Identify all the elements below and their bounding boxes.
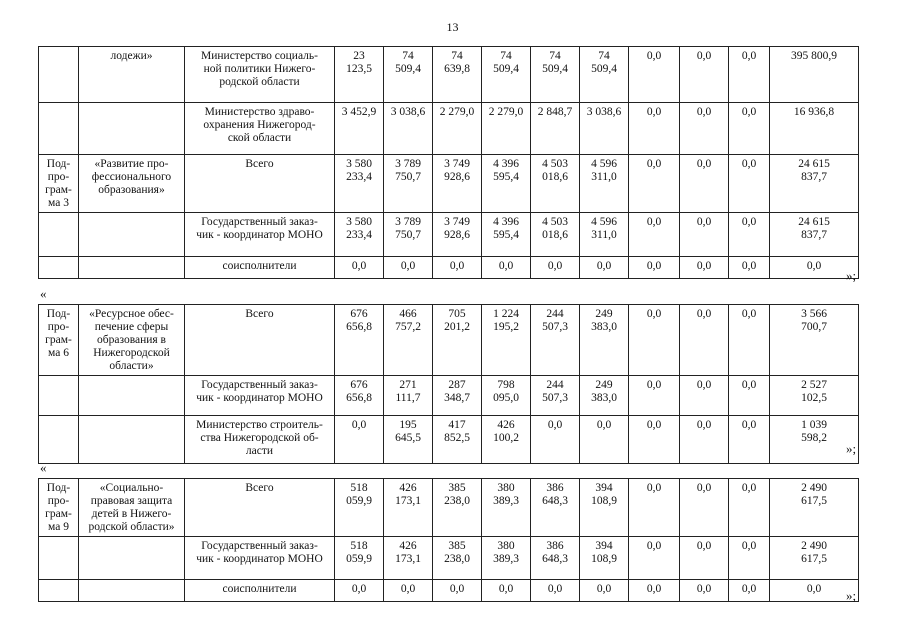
subprogram-title-cell [79, 103, 185, 155]
subprogram-cell [39, 416, 79, 464]
value-cell: 0,0 [629, 213, 680, 257]
subprogram-title-cell [79, 416, 185, 464]
value-cell: 0,0 [680, 257, 729, 279]
value-cell: 705 201,2 [433, 305, 482, 376]
page-number: 13 [446, 20, 459, 34]
executor-cell: Государственный заказ- чик - координатор МОНО [185, 537, 335, 580]
executor-cell: соисполнители [185, 580, 335, 602]
value-cell: 0,0 [729, 376, 770, 416]
value-cell: 0,0 [680, 305, 729, 376]
value-cell: 2 490 617,5 [770, 537, 859, 580]
value-cell: 4 396 595,4 [482, 213, 531, 257]
value-cell: 74 639,8 [433, 47, 482, 103]
value-cell: 3 749 928,6 [433, 155, 482, 213]
subprogram-cell [39, 537, 79, 580]
value-cell: 0,0 [629, 47, 680, 103]
table-row [39, 479, 859, 537]
value-cell: 0,0 [629, 155, 680, 213]
value-cell: 0,0 [680, 580, 729, 602]
table-row [39, 376, 859, 416]
value-cell: 0,0 [580, 416, 629, 464]
value-cell: 2 490 617,5 [770, 479, 859, 537]
budget-table-2 [38, 304, 859, 464]
value-cell: 0,0 [629, 376, 680, 416]
table-row [39, 155, 859, 213]
subprogram-title-cell: «Социально- правовая защита детей в Нижего- родской области» [79, 479, 185, 537]
table-row [39, 580, 859, 602]
value-cell: 4 596 311,0 [580, 213, 629, 257]
value-cell: 0,0 [729, 416, 770, 464]
value-cell: 0,0 [729, 213, 770, 257]
value-cell: 23 123,5 [335, 47, 384, 103]
value-cell: 395 800,9 [770, 47, 859, 103]
value-cell: 16 936,8 [770, 103, 859, 155]
subprogram-title-cell [79, 213, 185, 257]
value-cell: 394 108,9 [580, 479, 629, 537]
value-cell: 249 383,0 [580, 305, 629, 376]
value-cell: 0,0 [629, 305, 680, 376]
value-cell: 0,0 [531, 257, 580, 279]
subprogram-title-cell [79, 257, 185, 279]
value-cell: 0,0 [629, 580, 680, 602]
value-cell: 0,0 [729, 537, 770, 580]
value-cell: 24 615 837,7 [770, 213, 859, 257]
subprogram-cell [39, 257, 79, 279]
executor-cell: Всего [185, 305, 335, 376]
value-cell: 0,0 [729, 47, 770, 103]
value-cell: 4 596 311,0 [580, 155, 629, 213]
value-cell: 386 648,3 [531, 479, 580, 537]
value-cell: 4 396 595,4 [482, 155, 531, 213]
value-cell: 386 648,3 [531, 537, 580, 580]
subprogram-title-cell: «Развитие про- фессионального образования» [79, 155, 185, 213]
value-cell: 0,0 [729, 305, 770, 376]
executor-cell: соисполнители [185, 257, 335, 279]
budget-table-1 [38, 46, 859, 279]
closing-quote-3: »; [846, 588, 857, 603]
value-cell: 3 566 700,7 [770, 305, 859, 376]
subprogram-title-cell: «Ресурсное обес- печение сферы образования в Нижегородской области» [79, 305, 185, 376]
executor-cell: Всего [185, 479, 335, 537]
value-cell: 0,0 [770, 257, 859, 279]
value-cell: 426 173,1 [384, 537, 433, 580]
value-cell: 3 749 928,6 [433, 213, 482, 257]
executor-cell: Министерство здраво- охранения Нижегород- ской области [185, 103, 335, 155]
value-cell: 0,0 [531, 416, 580, 464]
table-row [39, 103, 859, 155]
subprogram-cell [39, 580, 79, 602]
value-cell: 676 656,8 [335, 376, 384, 416]
value-cell: 0,0 [629, 103, 680, 155]
closing-quote-2: »; [846, 441, 857, 456]
table-row [39, 47, 859, 103]
value-cell: 2 527 102,5 [770, 376, 859, 416]
subprogram-cell: Под- про- грам- ма 9 [39, 479, 79, 537]
subprogram-cell [39, 47, 79, 103]
value-cell: 2 279,0 [433, 103, 482, 155]
value-cell: 2 848,7 [531, 103, 580, 155]
value-cell: 0,0 [384, 580, 433, 602]
executor-cell: Государственный заказ- чик - координатор МОНО [185, 376, 335, 416]
value-cell: 0,0 [770, 580, 859, 602]
executor-cell: Всего [185, 155, 335, 213]
value-cell: 0,0 [729, 103, 770, 155]
value-cell: 3 038,6 [580, 103, 629, 155]
value-cell: 0,0 [680, 416, 729, 464]
value-cell: 249 383,0 [580, 376, 629, 416]
value-cell: 798 095,0 [482, 376, 531, 416]
value-cell: 0,0 [729, 479, 770, 537]
table-row [39, 416, 859, 464]
value-cell: 74 509,4 [384, 47, 433, 103]
value-cell: 426 100,2 [482, 416, 531, 464]
value-cell: 518 059,9 [335, 479, 384, 537]
value-cell: 518 059,9 [335, 537, 384, 580]
table-row [39, 305, 859, 376]
closing-quote-1: »; [846, 268, 857, 283]
subprogram-cell [39, 376, 79, 416]
executor-cell: Министерство социаль- ной политики Нижего- родской области [185, 47, 335, 103]
subprogram-cell: Под- про- грам- ма 3 [39, 155, 79, 213]
value-cell: 0,0 [680, 376, 729, 416]
budget-table-3 [38, 478, 859, 602]
subprogram-title-cell [79, 376, 185, 416]
value-cell: 0,0 [629, 257, 680, 279]
value-cell: 3 789 750,7 [384, 213, 433, 257]
value-cell: 426 173,1 [384, 479, 433, 537]
table-row [39, 213, 859, 257]
value-cell: 74 509,4 [531, 47, 580, 103]
value-cell: 4 503 018,6 [531, 213, 580, 257]
value-cell: 380 389,3 [482, 479, 531, 537]
value-cell: 0,0 [680, 479, 729, 537]
subprogram-title-cell [79, 580, 185, 602]
table-row [39, 537, 859, 580]
value-cell: 0,0 [680, 213, 729, 257]
value-cell: 0,0 [531, 580, 580, 602]
value-cell: 0,0 [580, 580, 629, 602]
value-cell: 3 452,9 [335, 103, 384, 155]
value-cell: 24 615 837,7 [770, 155, 859, 213]
value-cell: 0,0 [629, 416, 680, 464]
opening-quote-2: « [40, 286, 47, 301]
value-cell: 74 509,4 [580, 47, 629, 103]
value-cell: 0,0 [680, 155, 729, 213]
value-cell: 0,0 [335, 580, 384, 602]
value-cell: 0,0 [680, 537, 729, 580]
value-cell: 0,0 [729, 580, 770, 602]
value-cell: 2 279,0 [482, 103, 531, 155]
value-cell: 0,0 [629, 479, 680, 537]
value-cell: 380 389,3 [482, 537, 531, 580]
value-cell: 1 039 598,2 [770, 416, 859, 464]
value-cell: 3 038,6 [384, 103, 433, 155]
value-cell: 466 757,2 [384, 305, 433, 376]
value-cell: 0,0 [580, 257, 629, 279]
value-cell: 385 238,0 [433, 537, 482, 580]
value-cell: 417 852,5 [433, 416, 482, 464]
value-cell: 244 507,3 [531, 376, 580, 416]
subprogram-cell [39, 213, 79, 257]
value-cell: 0,0 [729, 155, 770, 213]
value-cell: 4 503 018,6 [531, 155, 580, 213]
value-cell: 244 507,3 [531, 305, 580, 376]
value-cell: 74 509,4 [482, 47, 531, 103]
value-cell: 0,0 [482, 257, 531, 279]
subprogram-cell: Под- про- грам- ма 6 [39, 305, 79, 376]
value-cell: 287 348,7 [433, 376, 482, 416]
value-cell: 0,0 [433, 580, 482, 602]
value-cell: 0,0 [680, 47, 729, 103]
subprogram-title-cell [79, 537, 185, 580]
executor-cell: Государственный заказ- чик - координатор МОНО [185, 213, 335, 257]
table-row [39, 257, 859, 279]
value-cell: 3 789 750,7 [384, 155, 433, 213]
value-cell: 3 580 233,4 [335, 213, 384, 257]
value-cell: 0,0 [384, 257, 433, 279]
value-cell: 676 656,8 [335, 305, 384, 376]
value-cell: 1 224 195,2 [482, 305, 531, 376]
value-cell: 385 238,0 [433, 479, 482, 537]
value-cell: 0,0 [433, 257, 482, 279]
value-cell: 0,0 [729, 257, 770, 279]
value-cell: 3 580 233,4 [335, 155, 384, 213]
value-cell: 0,0 [335, 416, 384, 464]
executor-cell: Министерство строитель- ства Нижегородской об- ласти [185, 416, 335, 464]
opening-quote-3: « [40, 460, 47, 475]
value-cell: 0,0 [680, 103, 729, 155]
value-cell: 271 111,7 [384, 376, 433, 416]
subprogram-title-cell: лодежи» [79, 47, 185, 103]
value-cell: 0,0 [335, 257, 384, 279]
value-cell: 0,0 [629, 537, 680, 580]
value-cell: 195 645,5 [384, 416, 433, 464]
subprogram-cell [39, 103, 79, 155]
value-cell: 0,0 [482, 580, 531, 602]
value-cell: 394 108,9 [580, 537, 629, 580]
